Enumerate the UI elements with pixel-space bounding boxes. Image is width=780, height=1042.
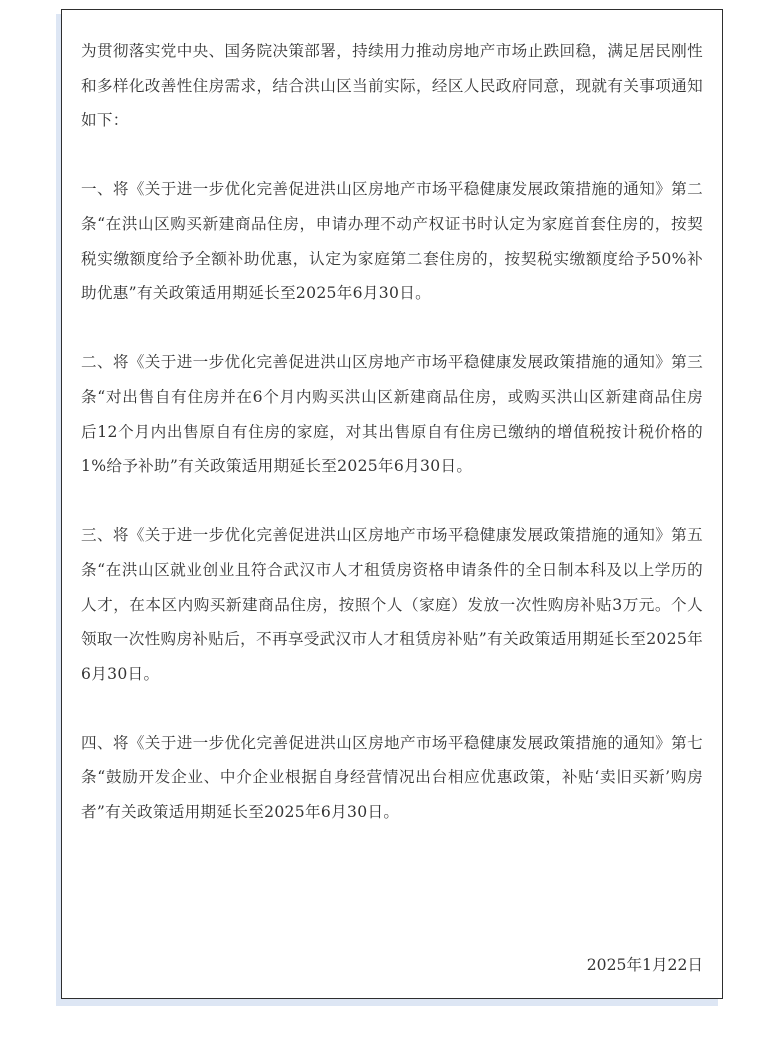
clause-three-paragraph: 三、将《关于进一步优化完善促进洪山区房地产市场平稳健康发展政策措施的通知》第五条“在洪山区就业创业且符合武汉市人才租赁房资格申请条件的全日制本科及以上学历的人才，在本区内购买新建商品住房，按照个人（家庭）发放一次性购房补贴3万元。个人领取一次性购房补贴后，不再享受武汉市人才租赁房补贴”有关政策适用期延长至2025年6月30日。 (81, 526, 703, 683)
clause-four-paragraph: 四、将《关于进一步优化完善促进洪山区房地产市场平稳健康发展政策措施的通知》第七条“鼓励开发企业、中介企业根据自身经营情况出台相应优惠政策，补贴‘卖旧买新’购房者”有关政策适用期延长至2025年6月30日。 (81, 733, 703, 822)
clause-two-paragraph: 二、将《关于进一步优化完善促进洪山区房地产市场平稳健康发展政策措施的通知》第三条“对出售自有住房并在6个月内购买洪山区新建商品住房，或购买洪山区新建商品住房后12个月内出售原自有住房的家庭，对其出售原自有住房已缴纳的增值税按计税价格的1%给予补助”有关政策适用期延长至2025年6月30日。 (81, 353, 703, 476)
notice-document (61, 9, 723, 999)
clause-one-paragraph: 一、将《关于进一步优化完善促进洪山区房地产市场平稳健康发展政策措施的通知》第二条“在洪山区购买新建商品住房，申请办理不动产权证书时认定为家庭首套住房的，按契税实缴额度给予全额补助优惠，认定为家庭第二套住房的，按契税实缴额度给予50%补助优惠”有关政策适用期延长至2025年6月30日。 (81, 180, 703, 303)
intro-paragraph: 为贯彻落实党中央、国务院决策部署，持续用力推动房地产市场止跌回稳，满足居民刚性和多样化改善性住房需求，结合洪山区当前实际，经区人民政府同意，现就有关事项通知如下： (81, 42, 703, 130)
issue-date: 2025年1月22日 (586, 956, 703, 974)
